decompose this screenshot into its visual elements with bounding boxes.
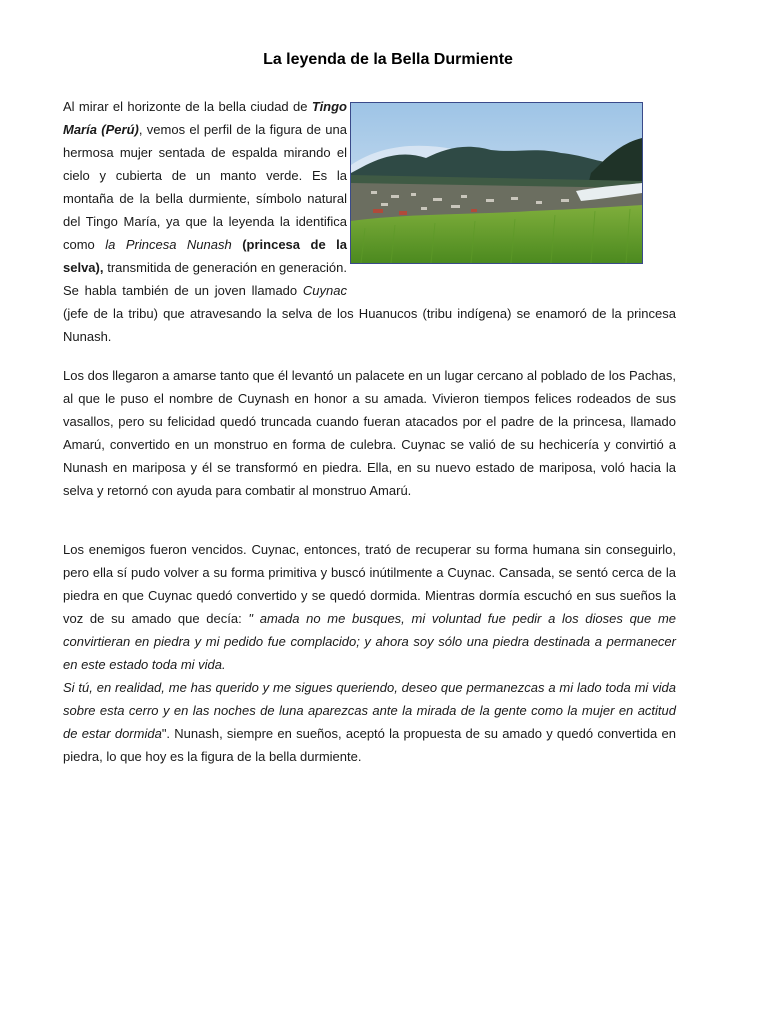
- p1-text-d: (jefe de la tribu) que atravesando la selva de los Huanucos (tribu indígena) se enamoró de la princesa Nunash.: [63, 306, 676, 344]
- p1-text-b: , vemos el perfil de la figura de una hermosa mujer sentada de espalda mirando el cielo y cubierta de un manto verde. Es la montaña de la bella durmiente, símbolo natural del Tingo María, ya que la leyenda la identifica como: [63, 122, 347, 252]
- p1-place-name: Tingo María (Perú): [63, 99, 347, 137]
- p1-space: [232, 237, 242, 252]
- p3-text-a: Los enemigos fueron vencidos. Cuynac, entonces, trató de recuperar su forma humana sin conseguirlo, pero ella sí pudo volver a su forma primitiva y buscó inútilmente a Cuynac. Cansada, se sentó cerca de la piedra en que Cuynac quedó convertido y se quedó dormida. Mientras dormía escuchó en sus sueños la voz de su amado que decía:: [63, 542, 676, 626]
- p1-princess-name: la Princesa Nunash: [105, 237, 232, 252]
- photo-container: [350, 95, 676, 281]
- paragraph-2: [63, 364, 676, 502]
- paragraph-1: [63, 95, 676, 348]
- p1-text-c: transmitida de generación en generación. Se habla también de un joven llamado: [63, 260, 347, 298]
- p1-text-a: Al mirar el horizonte de la bella ciudad de: [63, 99, 312, 114]
- landscape-photo: [350, 102, 643, 264]
- p1-cuynac-name: Cuynac: [302, 283, 347, 298]
- p3-quote-b: Si tú, en realidad, me has querido y me sigues queriendo, deseo que permanezcas a mi lado toda mi vida sobre esta cerro y en las noches de luna aparezcas ante la mirada de la gente como la mujer en actitud de estar dormida: [63, 680, 676, 741]
- p3-quote-a: " amada no me busques, mi voluntad fue pedir a los dioses que me convirtieran en piedra y mi pedido fue complacido; y ahora soy sólo una piedra destinada a permanecer en este estado toda mi vida.: [63, 611, 676, 672]
- paragraph-2-text: Los dos llegaron a amarse tanto que él levantó un palacete en un lugar cercano al poblado de los Pachas, al que le puso el nombre de Cuynash en honor a su amada. Vivieron tiempos felices rodeados de sus vasallos, pero su felicidad quedó truncada cuando fueran atacados por el padre de la princesa, llamado Amarú, convertido en un monstruo en forma de culebra. Cuynac se valió de su hechicería y convirtió a Nunash en mariposa y él se transformó en piedra. Ella, en su nuevo estado de mariposa, voló hacia la selva y retornó con ayuda para combatir al monstruo Amarú.: [63, 368, 676, 498]
- page-title: La leyenda de la Bella Durmiente: [263, 51, 513, 68]
- p1-princess-meaning: (princesa de la selva),: [63, 237, 347, 275]
- paragraph-3: [63, 538, 676, 768]
- p3-text-b: ". Nunash, siempre en sueños, aceptó la propuesta de su amado y quedó convertida en piedra, lo que hoy es la figura de la bella durmiente.: [63, 726, 676, 764]
